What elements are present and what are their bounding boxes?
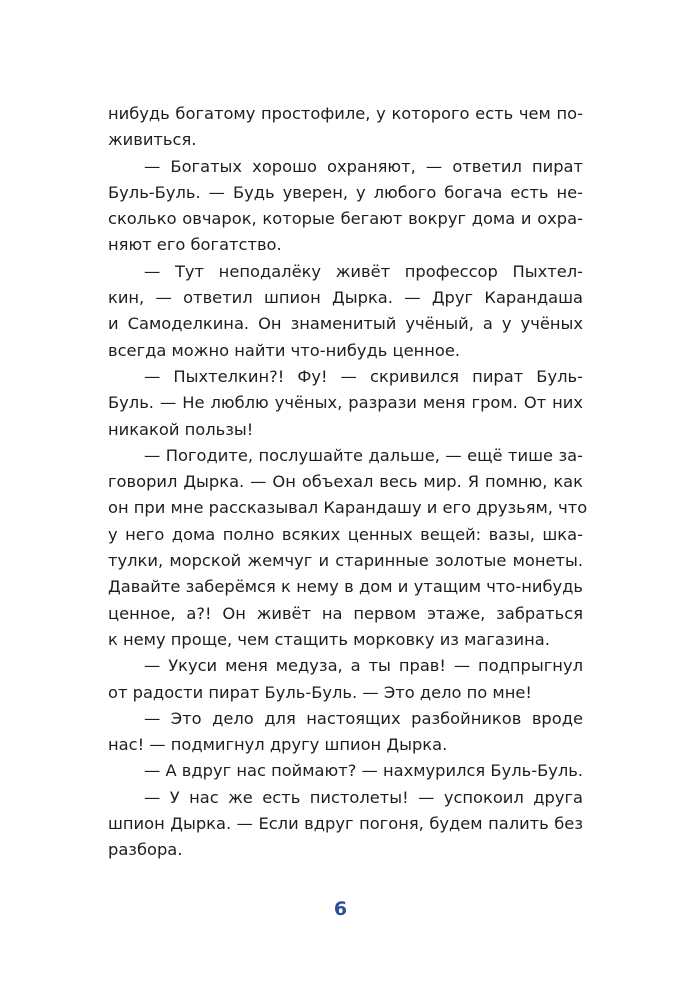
text-line: — А вдруг нас поймают? — нахмурился Буль-Буль. — [144, 761, 584, 781]
text-line: никакой пользы! — [108, 419, 254, 439]
page-number: 6 — [333, 898, 348, 920]
text-line: живиться. — [108, 130, 197, 150]
text-line: нибудь богатому простофиле, у которого есть чем по- — [108, 104, 583, 123]
text-line: кин, — ответил шпион Дырка. — Друг Карандаша — [108, 288, 583, 308]
text-line: у него дома полно всяких ценных вещей: вазы, шка- — [108, 524, 583, 544]
text-line: — Укуси меня медуза, а ты прав! — подпрыгнул — [144, 656, 583, 676]
text-line: сколько овчарок, которые бегают вокруг дома и охра- — [108, 209, 583, 229]
text-line: Давайте заберёмся к нему в дом и утащим что-нибудь — [108, 577, 583, 597]
text-line: тулки, морской жемчуг и старинные золотые монеты. — [108, 551, 583, 571]
text-line: шпион Дырка. — Если вдруг погоня, будем палить без — [108, 814, 583, 834]
text-line: — Погодите, послушайте дальше, — ещё тише за- — [144, 445, 583, 465]
text-line: он при мне рассказывал Карандашу и его друзьям, что — [108, 498, 588, 518]
text-line: нас! — подмигнул другу шпион Дырка. — [108, 735, 448, 755]
text-line: няют его богатство. — [108, 235, 282, 255]
text-line: от радости пират Буль-Буль. — Это дело по мне! — [108, 682, 532, 702]
text-line: — Это дело для настоящих разбойников вроде — [144, 708, 583, 728]
text-line: — У нас же есть пистолеты! — успокоил друга — [144, 787, 583, 807]
text-line: ценное, а?! Он живёт на первом этаже, забраться — [108, 603, 583, 623]
text-line: разбора. — [108, 840, 183, 860]
text-line: Буль-Буль. — Будь уверен, у любого богача есть не- — [108, 182, 583, 202]
text-line: — Богатых хорошо охраняют, — ответил пират — [144, 156, 583, 176]
body-text — [108, 101, 588, 864]
text-line: всегда можно найти что-нибудь ценное. — [108, 340, 461, 360]
text-line: — Пыхтелкин?! Фу! — скривился пират Буль- — [144, 366, 583, 386]
text-line: к нему проще, чем стащить морковку из магазина. — [108, 629, 550, 649]
text-line: Буль. — Не люблю учёных, разрази меня гром. От них — [108, 393, 583, 413]
text-line: — Тут неподалёку живёт профессор Пыхтел- — [144, 261, 583, 281]
text-line: и Самоделкина. Он знаменитый учёный, а у учёных — [108, 314, 583, 334]
text-line: говорил Дырка. — Он объехал весь мир. Я помню, как — [108, 472, 583, 492]
